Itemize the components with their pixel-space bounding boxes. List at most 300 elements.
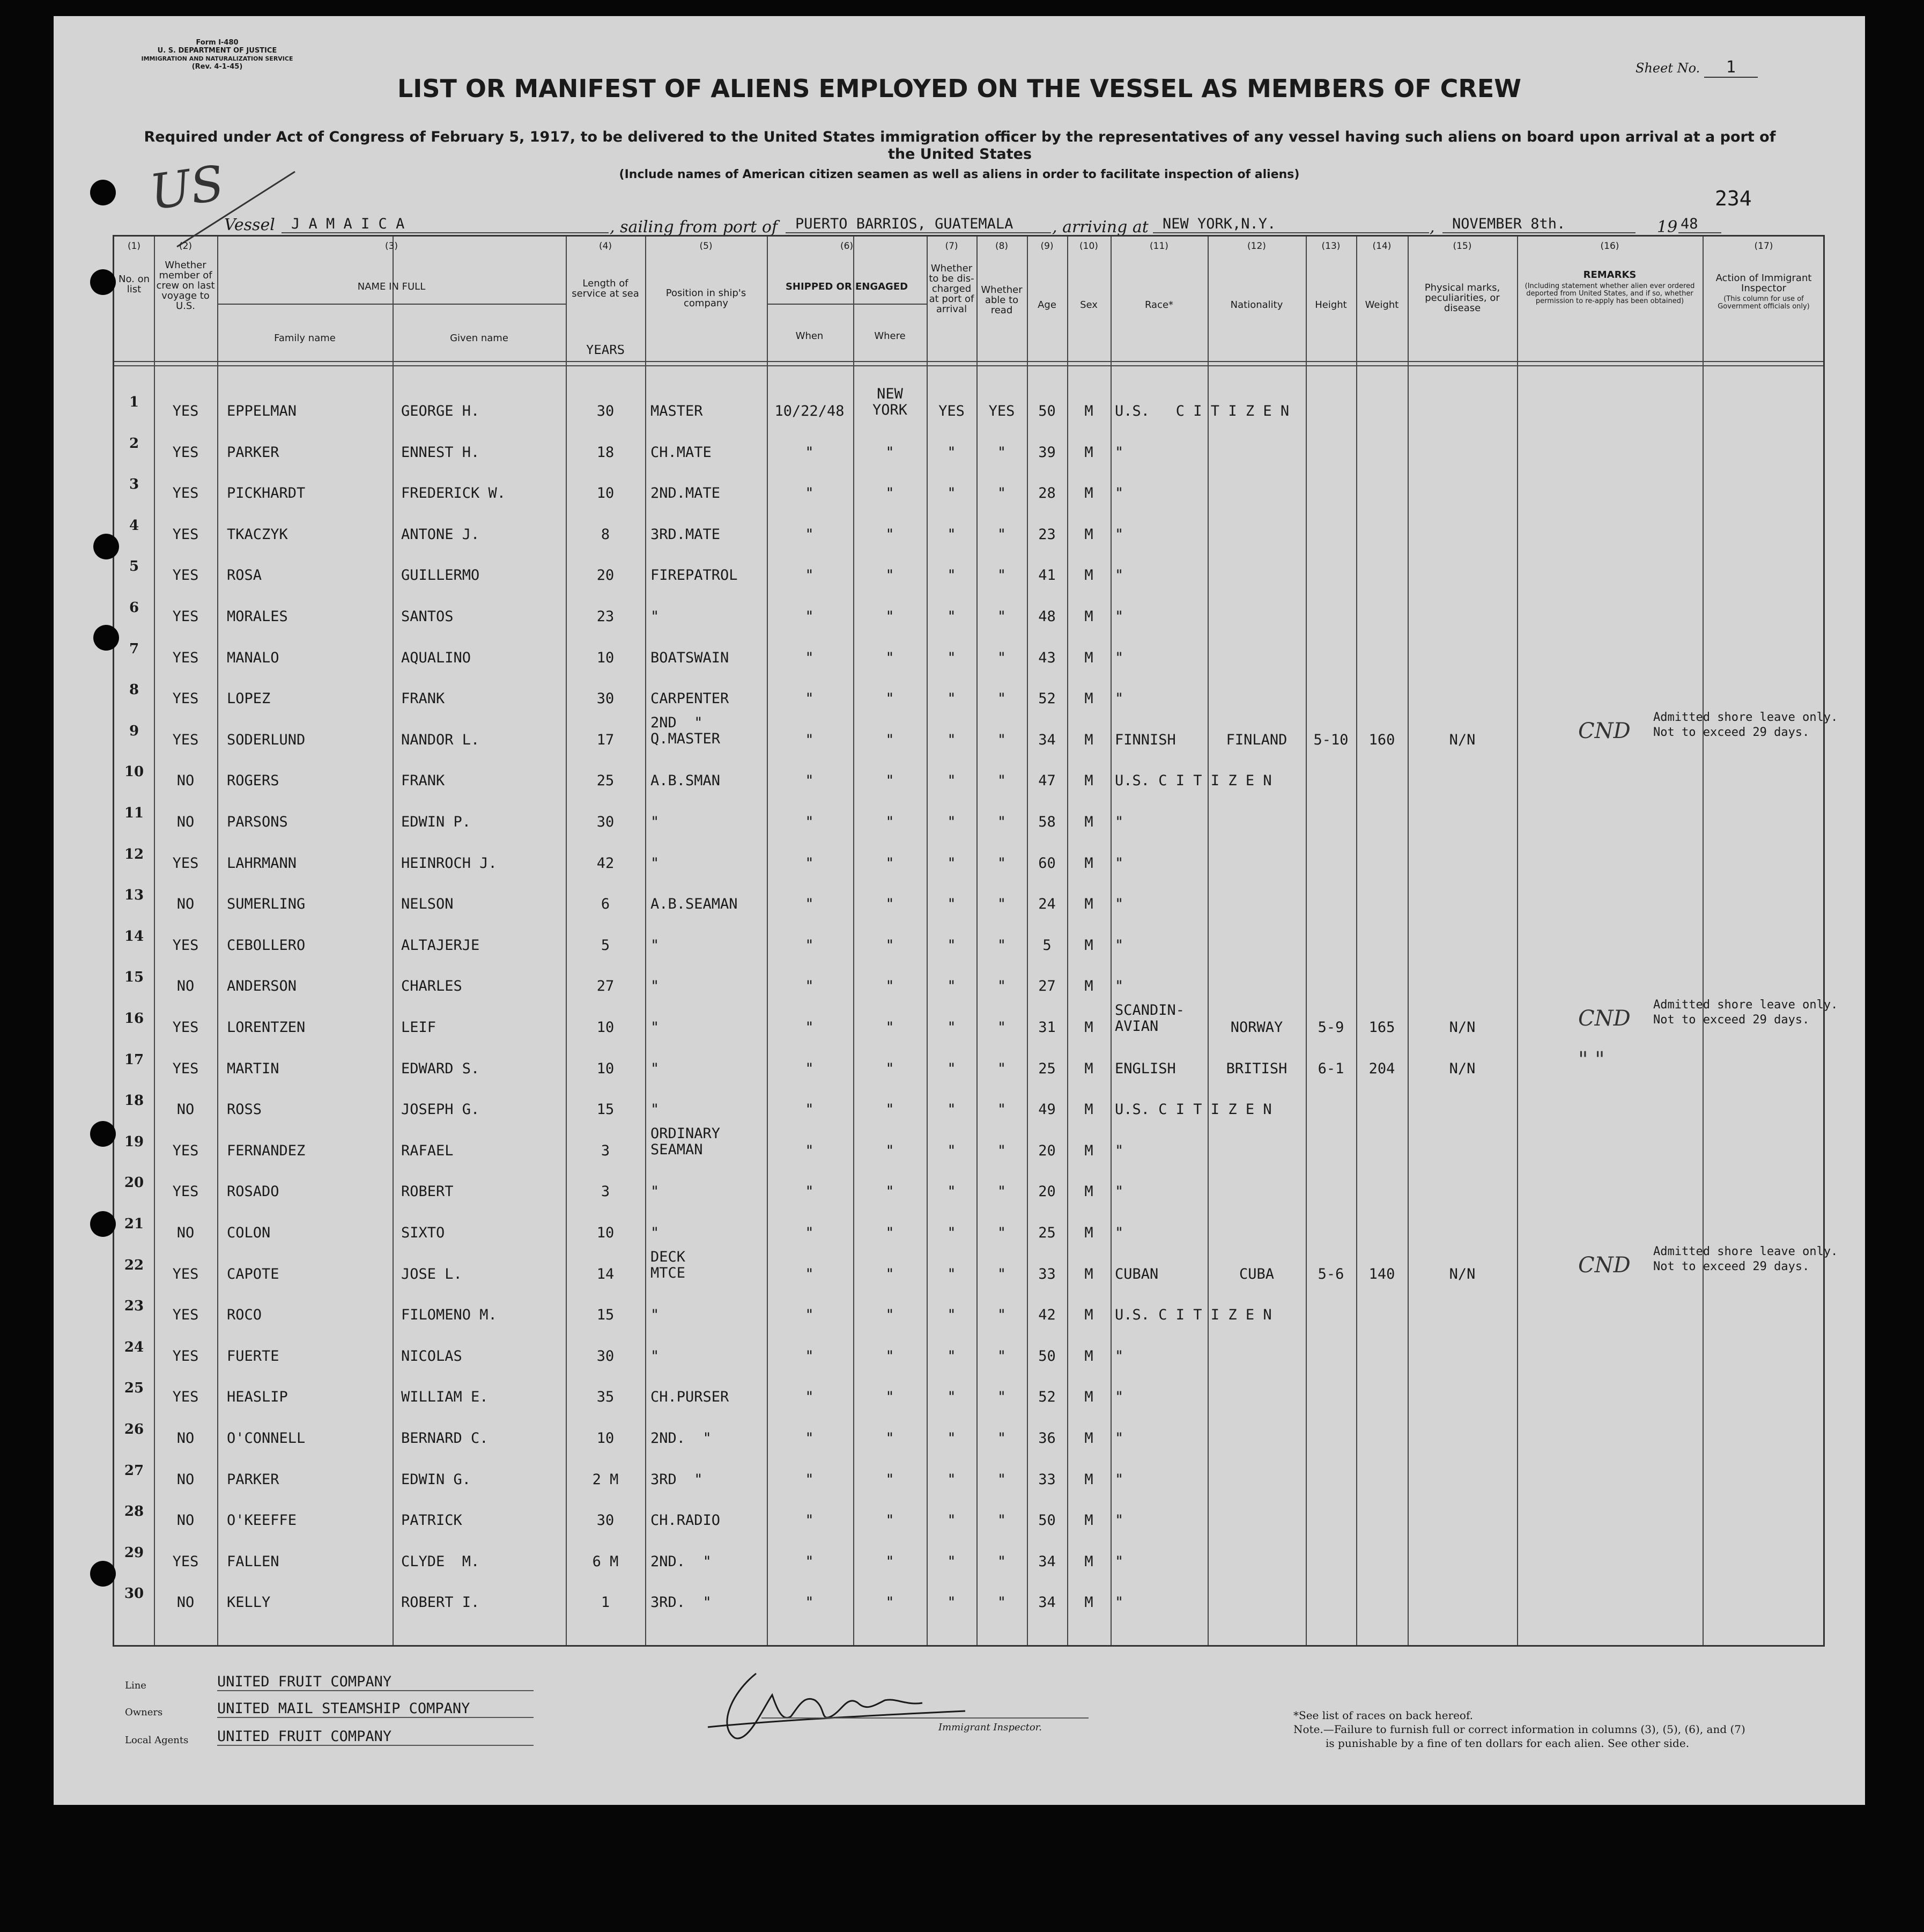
cell-where: " (885, 1183, 894, 1200)
cell-when: " (805, 978, 814, 995)
cell-when: " (805, 1594, 814, 1611)
cell-sex: M (1084, 1307, 1093, 1324)
cell-last: YES (172, 731, 199, 748)
cell-disch: " (947, 814, 956, 830)
cell-age: 20 (1038, 1183, 1056, 1200)
cell-sex: M (1084, 731, 1093, 748)
cell-position: FIREPATROL (650, 567, 738, 584)
cell-years: 30 (596, 814, 615, 830)
cell-disch: " (947, 1183, 956, 1200)
cell-years: 30 (596, 690, 615, 707)
cell-sex: M (1084, 1101, 1093, 1118)
cell-height: 6-1 (1318, 1060, 1344, 1077)
form-line-1: Form I-480 (196, 39, 239, 47)
cell-read: " (997, 1512, 1007, 1529)
col16-num: (16) (1600, 241, 1619, 252)
cell-sex: M (1084, 608, 1093, 625)
cell-race: " (1115, 1594, 1124, 1611)
cell-sex: M (1084, 526, 1093, 543)
cell-position: " (650, 814, 660, 830)
row-number: 20 (124, 1175, 144, 1191)
cell-race: " (1115, 690, 1124, 707)
cell-position: A.B.SMAN (650, 772, 721, 790)
cell-where: " (885, 1265, 894, 1282)
row-number: 13 (124, 887, 144, 904)
cell-family: FUERTE (227, 1347, 279, 1365)
cell-sex: M (1084, 1142, 1093, 1159)
cell-race: " (1115, 1512, 1124, 1529)
cell-age: 58 (1038, 814, 1056, 830)
cell-sex: M (1084, 649, 1093, 666)
cell-where: " (885, 485, 894, 502)
cell-position: CH.MATE (650, 444, 712, 461)
handwritten-mark-text: US (146, 154, 228, 222)
cell-given: FILOMENO M. (401, 1307, 497, 1324)
cell-where: " (885, 936, 894, 954)
row-number: 30 (124, 1586, 144, 1602)
cell-given: JOSEPH G. (401, 1101, 480, 1118)
cell-race: SCANDIN- (1115, 1002, 1185, 1019)
cell-given: BERNARD C. (401, 1430, 489, 1447)
cell-read: " (997, 444, 1007, 461)
col2-num: (2) (179, 241, 193, 252)
cell-last: NO (176, 978, 195, 995)
cell-race: " (1115, 1553, 1124, 1570)
cell-where: " (885, 567, 894, 584)
cell-family: O'KEEFFE (227, 1512, 297, 1529)
cell-where: NEW (877, 386, 903, 402)
cell-given: FRANK (401, 690, 445, 707)
row-number: 27 (124, 1462, 144, 1479)
form-block (105, 39, 330, 71)
cell-disch: " (947, 1389, 956, 1406)
cell-disch: YES (938, 403, 965, 419)
cell-read: " (997, 1060, 1007, 1077)
form-line-2: U. S. DEPARTMENT OF JUSTICE (157, 47, 277, 55)
row-number: 18 (124, 1093, 144, 1109)
row-number: 19 (124, 1133, 144, 1150)
cell-when: " (805, 1183, 814, 1200)
cell-race: " (1115, 854, 1124, 872)
sheet-number-value: 1 (1704, 58, 1758, 78)
row-number: 24 (124, 1339, 144, 1355)
cell-read: " (997, 772, 1007, 790)
cell-sex: M (1084, 814, 1093, 830)
cell-position: " (650, 1307, 660, 1324)
col3-family-header: Family name (274, 333, 336, 343)
cell-given: ALTAJERJE (401, 936, 480, 954)
cell-last: NO (176, 814, 195, 830)
form-line-3: IMMIGRATION AND NATURALIZATION SERVICE (141, 55, 293, 62)
cell-last: NO (176, 896, 195, 913)
cell-where: " (885, 1307, 894, 1324)
cell-age: 33 (1038, 1265, 1056, 1282)
cell-read: " (997, 1225, 1007, 1241)
cell-disch: " (947, 1594, 956, 1611)
cell-years: 6 (601, 896, 610, 913)
cell-years: 42 (596, 854, 615, 872)
remark-text: Admitted shore leave only. Not to exceed 29 days. (1653, 710, 1838, 739)
row-number: 26 (124, 1421, 144, 1437)
cell-race: U.S. C I T I Z E N (1115, 772, 1272, 790)
manifest-sheet (54, 16, 1865, 1805)
cell-position: " (650, 854, 660, 872)
cell-read: " (997, 854, 1007, 872)
cell-read: YES (988, 403, 1015, 419)
cell-age: 52 (1038, 690, 1056, 707)
cell-age: 49 (1038, 1101, 1056, 1118)
cell-given: EDWARD S. (401, 1060, 480, 1077)
cell-family: FERNANDEZ (227, 1142, 306, 1159)
cell-disch: " (947, 936, 956, 954)
cell-read: " (997, 1019, 1007, 1036)
cell-race: U.S. C I T I Z E N (1115, 403, 1290, 419)
cell-family: PICKHARDT (227, 485, 306, 502)
footer-agents-value: UNITED FRUIT COMPANY (217, 1728, 534, 1746)
cell-when: " (805, 896, 814, 913)
cell-years: 3 (601, 1183, 610, 1200)
cell-family: O'CONNELL (227, 1430, 306, 1447)
cell-given: FRANK (401, 772, 445, 790)
col9-header: Age (1038, 300, 1056, 310)
cell-race: " (1115, 896, 1124, 913)
signature-icon (697, 1663, 976, 1749)
cell-sex: M (1084, 403, 1093, 419)
row-number: 15 (124, 969, 144, 986)
cell-age: 34 (1038, 1594, 1056, 1611)
cell-years: 30 (596, 403, 615, 419)
cell-when: " (805, 1101, 814, 1118)
cell-disch: " (947, 1142, 956, 1159)
cell-family: ROCO (227, 1307, 262, 1324)
cell-where: " (885, 1553, 894, 1570)
cell-last: YES (172, 485, 199, 502)
cell-weight: 165 (1368, 1019, 1395, 1036)
cell-years: 30 (596, 1512, 615, 1529)
col2-header: Whether member of crew on last voyage to U.S. (156, 260, 215, 311)
cell-years: 15 (596, 1101, 615, 1118)
cell-years: 35 (596, 1389, 615, 1406)
row-number: 22 (124, 1257, 144, 1273)
col12-num: (12) (1247, 241, 1266, 252)
cell-last: YES (172, 1265, 199, 1282)
cell-race: " (1115, 526, 1124, 543)
cell-last: NO (176, 1594, 195, 1611)
cell-disch: " (947, 896, 956, 913)
cell-family: SODERLUND (227, 731, 306, 748)
cell-where: " (885, 1471, 894, 1488)
cell-years: 2 M (592, 1471, 619, 1488)
cell-read: " (997, 1594, 1007, 1611)
cell-disch: " (947, 1471, 956, 1488)
cell-race: " (1115, 936, 1124, 954)
cell-position: " (650, 1347, 660, 1365)
cell-where: " (885, 978, 894, 995)
cell-read: " (997, 936, 1007, 954)
cell-last: YES (172, 936, 199, 954)
cell-position: " (650, 936, 660, 954)
form-line-4: (Rev. 4-1-45) (191, 63, 243, 71)
row-number: 16 (124, 1011, 144, 1027)
cell-where: YORK (872, 402, 908, 418)
cell-last: YES (172, 854, 199, 872)
cell-read: " (997, 1347, 1007, 1365)
cell-sex: M (1084, 1430, 1093, 1447)
sheet-number-label: Sheet No. (1636, 61, 1700, 76)
cell-disch: " (947, 690, 956, 707)
cell-last: NO (176, 1471, 195, 1488)
cell-race: FINNISH (1115, 731, 1176, 748)
cell-family: HEASLIP (227, 1389, 288, 1406)
col4-num: (4) (598, 241, 612, 252)
cell-race: " (1115, 814, 1124, 830)
cell-years: 10 (596, 1019, 615, 1036)
row-number: 7 (129, 640, 139, 657)
cell-disch: " (947, 978, 956, 995)
cell-age: 60 (1038, 854, 1056, 872)
cell-years: 14 (596, 1265, 615, 1282)
col6-when-header: When (795, 331, 824, 341)
col10-num: (10) (1079, 241, 1098, 252)
cell-given: PATRICK (401, 1512, 462, 1529)
cell-disch: " (947, 1225, 956, 1241)
cell-position: A.B.SEAMAN (650, 896, 738, 913)
cell-last: NO (176, 1512, 195, 1529)
cell-where: " (885, 814, 894, 830)
cell-last: YES (172, 1389, 199, 1406)
row-number: 1 (129, 394, 139, 410)
cell-family: ROGERS (227, 772, 279, 790)
cell-position: MTCE (650, 1264, 686, 1281)
col6-header: SHIPPED OR ENGAGED (785, 282, 908, 292)
cell-when: " (805, 854, 814, 872)
cell-given: NICOLAS (401, 1347, 462, 1365)
cell-race: " (1115, 1471, 1124, 1488)
cell-years: 6 M (592, 1553, 619, 1570)
cell-weight: 140 (1368, 1265, 1395, 1282)
row-number: 10 (124, 764, 144, 780)
cell-sex: M (1084, 1512, 1093, 1529)
include-note: (Include names of American citizen seamen as well as aliens in order to facilitate inspection of aliens) (619, 168, 1300, 181)
cell-given: CLYDE M. (401, 1553, 480, 1570)
cell-read: " (997, 1430, 1007, 1447)
cell-given: ROBERT (401, 1183, 454, 1200)
col11-header: Race* (1144, 300, 1174, 310)
cell-age: 28 (1038, 485, 1056, 502)
cell-last: YES (172, 1553, 199, 1570)
col3-given-header: Given name (450, 333, 508, 343)
remark-initials: CND (1578, 718, 1631, 743)
cell-race: " (1115, 1183, 1124, 1200)
cell-last: YES (172, 1347, 199, 1365)
cell-race: " (1115, 567, 1124, 584)
cell-disch: " (947, 1060, 956, 1077)
cell-age: 39 (1038, 444, 1056, 461)
cell-race: U.S. C I T I Z E N (1115, 1101, 1272, 1118)
cell-race: " (1115, 1430, 1124, 1447)
footer-line-label: Line (125, 1680, 146, 1691)
cell-when: " (805, 731, 814, 748)
cell-nat: NORWAY (1230, 1019, 1283, 1036)
cell-where: " (885, 731, 894, 748)
cell-where: " (885, 1512, 894, 1529)
col16-header: REMARKS (1583, 270, 1637, 280)
cell-position: CARPENTER (650, 690, 729, 707)
cell-read: " (997, 1142, 1007, 1159)
cell-race: " (1115, 1389, 1124, 1406)
punch-hole (93, 625, 119, 651)
col1-num: (1) (127, 241, 141, 252)
footer-note-2: Note.—Failure to furnish full or correct information in columns (3), (5), (6), and (7) (1293, 1723, 1745, 1736)
col8-num: (8) (995, 241, 1009, 252)
col3-header: NAME IN FULL (357, 282, 426, 292)
cell-years: 5 (601, 936, 610, 954)
cell-position: Q.MASTER (650, 730, 721, 747)
cell-family: PARSONS (227, 814, 288, 830)
cell-disch: " (947, 731, 956, 748)
cell-position: MASTER (650, 403, 703, 419)
cell-family: FALLEN (227, 1553, 279, 1570)
cell-years: 30 (596, 1347, 615, 1365)
cell-when: " (805, 1307, 814, 1324)
cell-age: 42 (1038, 1307, 1056, 1324)
cell-family: CEBOLLERO (227, 936, 306, 954)
cell-where: " (885, 1060, 894, 1077)
cell-last: YES (172, 567, 199, 584)
stamp-number: 234 (1715, 187, 1752, 210)
cell-where: " (885, 690, 894, 707)
cell-read: " (997, 649, 1007, 666)
cell-nat: BRITISH (1226, 1060, 1287, 1077)
cell-sex: M (1084, 1553, 1093, 1570)
cell-family: TKACZYK (227, 526, 288, 543)
cell-read: " (997, 814, 1007, 830)
cell-position: 2ND " (650, 714, 703, 731)
cell-weight: 160 (1368, 731, 1395, 748)
col8-header: Whether able to read (981, 285, 1023, 315)
page-subtitle: Required under Act of Congress of February 5, 1917, to be delivered to the United States immigration officer by the representatives of any vessel having such aliens on board upon arrival at a port of the United States (144, 129, 1776, 163)
cell-given: HEINROCH J. (401, 854, 497, 872)
cell-position: " (650, 978, 660, 995)
col10-header: Sex (1080, 300, 1098, 310)
cell-where: " (885, 1389, 894, 1406)
cell-given: SANTOS (401, 608, 454, 625)
cell-position: " (650, 1060, 660, 1077)
cell-age: 48 (1038, 608, 1056, 625)
cell-age: 25 (1038, 1060, 1056, 1077)
cell-height: 5-6 (1318, 1265, 1344, 1282)
arrival-date: NOVEMBER 8th. (1442, 216, 1636, 233)
cell-when: " (805, 1471, 814, 1488)
cell-last: YES (172, 526, 199, 543)
cell-marks: N/N (1449, 731, 1476, 748)
cell-age: 20 (1038, 1142, 1056, 1159)
cell-read: " (997, 896, 1007, 913)
cell-last: YES (172, 403, 199, 419)
remark-text: Admitted shore leave only. Not to exceed 29 days. (1653, 1244, 1838, 1273)
cell-read: " (997, 1471, 1007, 1488)
cell-age: 34 (1038, 1553, 1056, 1570)
cell-disch: " (947, 567, 956, 584)
cell-age: 52 (1038, 1389, 1056, 1406)
cell-years: 8 (601, 526, 610, 543)
cell-race: " (1115, 608, 1124, 625)
cell-family: COLON (227, 1225, 271, 1241)
cell-sex: M (1084, 1060, 1093, 1077)
cell-sex: M (1084, 978, 1093, 995)
cell-last: NO (176, 772, 195, 790)
row-number: 25 (124, 1380, 144, 1397)
row-number: 17 (124, 1051, 144, 1068)
cell-age: 24 (1038, 896, 1056, 913)
cell-marks: N/N (1449, 1060, 1476, 1077)
cell-given: ANTONE J. (401, 526, 480, 543)
cell-given: AQUALINO (401, 649, 471, 666)
col5-header: Position in ship's company (665, 288, 746, 308)
cell-position: " (650, 1101, 660, 1118)
cell-position: CH.PURSER (650, 1389, 729, 1406)
row-number: 14 (124, 928, 144, 945)
row-number: 28 (124, 1503, 144, 1520)
cell-years: 10 (596, 1060, 615, 1077)
cell-when: " (805, 1265, 814, 1282)
punch-hole (90, 269, 116, 295)
cell-sex: M (1084, 1265, 1093, 1282)
cell-disch: " (947, 1265, 956, 1282)
cell-when: " (805, 1389, 814, 1406)
footer-line-value: UNITED FRUIT COMPANY (217, 1673, 534, 1691)
row-number: 6 (129, 600, 139, 616)
cell-position: CH.RADIO (650, 1512, 721, 1529)
year-prefix: 19 (1657, 218, 1678, 237)
cell-race: U.S. C I T I Z E N (1115, 1307, 1272, 1324)
inspector-signature-line (761, 1717, 1089, 1719)
cell-nat: FINLAND (1226, 731, 1287, 748)
row-number: 9 (129, 722, 139, 739)
cell-age: 50 (1038, 1347, 1056, 1365)
cell-when: " (805, 649, 814, 666)
cell-race: CUBAN (1115, 1265, 1159, 1282)
cell-age: 27 (1038, 978, 1056, 995)
cell-sex: M (1084, 690, 1093, 707)
cell-read: " (997, 1307, 1007, 1324)
cell-position: 2ND.MATE (650, 485, 721, 502)
cell-marks: N/N (1449, 1265, 1476, 1282)
cell-sex: M (1084, 444, 1093, 461)
year-suffix: 48 (1678, 216, 1721, 233)
col15-num: (15) (1453, 241, 1472, 252)
cell-position: 3RD.MATE (650, 526, 721, 543)
cell-sex: M (1084, 772, 1093, 790)
col13-num: (13) (1321, 241, 1341, 252)
cell-last: NO (176, 1225, 195, 1241)
cell-years: 10 (596, 649, 615, 666)
cell-position: ORDINARY (650, 1125, 721, 1142)
cell-nat: CUBA (1239, 1265, 1275, 1282)
cell-where: " (885, 896, 894, 913)
cell-disch: " (947, 608, 956, 625)
cell-last: YES (172, 444, 199, 461)
cell-given: ROBERT I. (401, 1594, 480, 1611)
cell-disch: " (947, 526, 956, 543)
inspector-label: Immigrant Inspector. (938, 1722, 1042, 1733)
cell-read: " (997, 1389, 1007, 1406)
cell-sex: M (1084, 1225, 1093, 1241)
cell-when: " (805, 608, 814, 625)
cell-when: " (805, 1347, 814, 1365)
col6-num: (6) (840, 241, 854, 252)
cell-weight: 204 (1368, 1060, 1395, 1077)
